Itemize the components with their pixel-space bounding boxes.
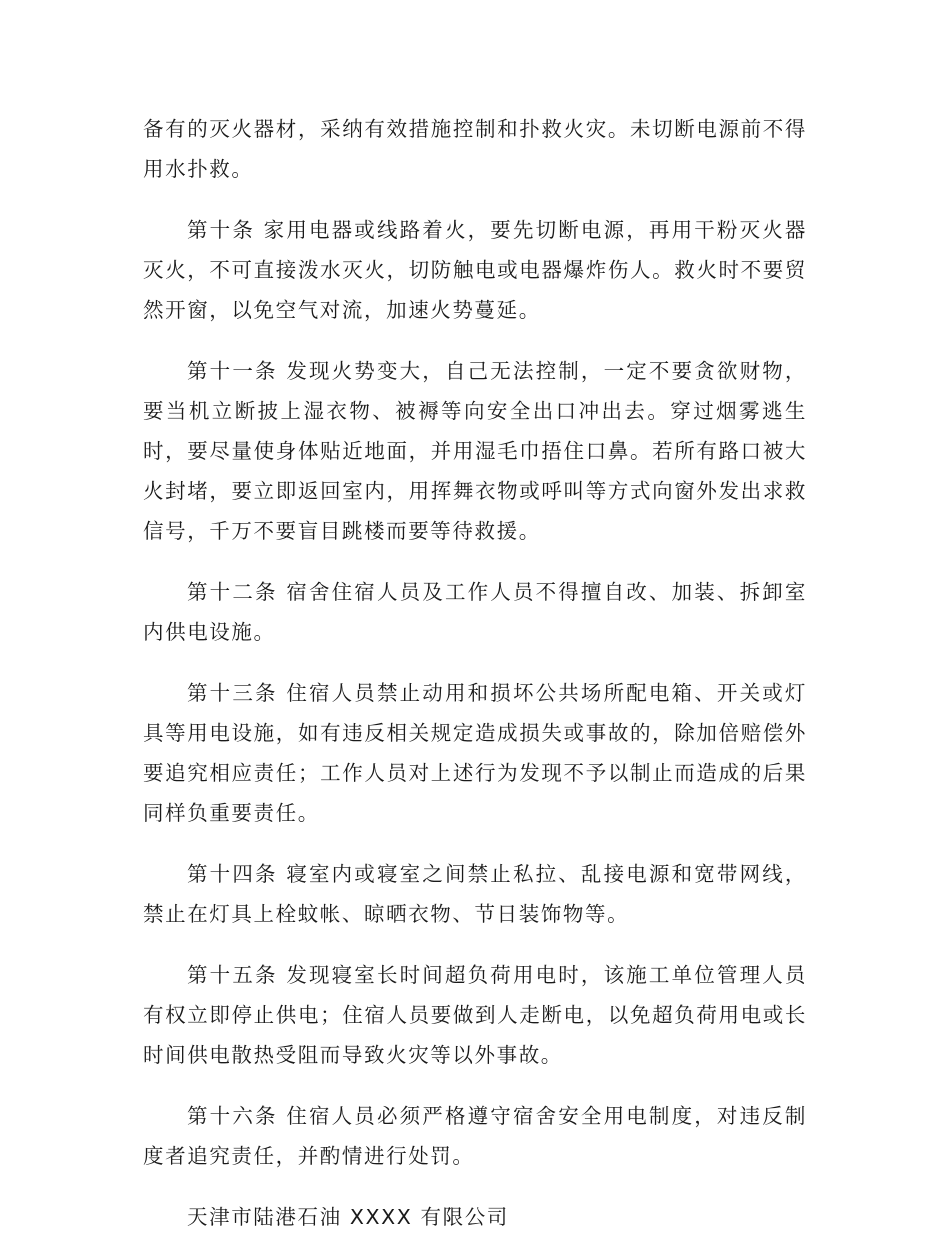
article-15: 第十五条 发现寝室长时间超负荷用电时，该施工单位管理人员有权立即停止供电；住宿人员要做到人走断电，以免超负荷用电或长时间供电散热受阻而导致火灾等以外事故。 — [143, 963, 807, 1067]
article-10: 第十条 家用电器或线路着火，要先切断电源，再用干粉灭火器灭火，不可直接泼水灭火，切防触电或电器爆炸伤人。救火时不要贸然开窗，以免空气对流，加速火势蔓延。 — [143, 218, 807, 322]
article-16: 第十六条 住宿人员必须严格遵守宿舍安全用电制度，对违反制度者追究责任，并酌情进行处罚。 — [143, 1104, 807, 1168]
paragraph-continuation: 备有的灭火器材，采纳有效措施控制和扑救火灾。未切断电源前不得用水扑救。 — [143, 117, 807, 181]
article-13: 第十三条 住宿人员禁止动用和损坏公共场所配电箱、开关或灯具等用电设施，如有违反相关规定造成损失或事故的，除加倍赔偿外要追究相应责任；工作人员对上述行为发现不予以制止而造成的后果同样负重要责任。 — [143, 681, 807, 825]
document-body — [143, 109, 807, 1237]
company-signature: 天津市陆港石油 XXXX 有限公司 — [187, 1205, 509, 1229]
article-14: 第十四条 寝室内或寝室之间禁止私拉、乱接电源和宽带网线，禁止在灯具上栓蚊帐、晾晒衣物、节日装饰物等。 — [143, 862, 807, 926]
article-12: 第十二条 宿舍住宿人员及工作人员不得擅自改、加装、拆卸室内供电设施。 — [143, 580, 807, 644]
article-11: 第十一条 发现火势变大，自己无法控制，一定不要贪欲财物，要当机立断披上湿衣物、被褥等向安全出口冲出去。穿过烟雾逃生时，要尽量使身体贴近地面，并用湿毛巾捂住口鼻。若所有路口被大火封堵，要立即返回室内，用挥舞衣物或呼叫等方式向窗外发出求救信号，千万不要盲目跳楼而要等待救援。 — [143, 359, 807, 543]
